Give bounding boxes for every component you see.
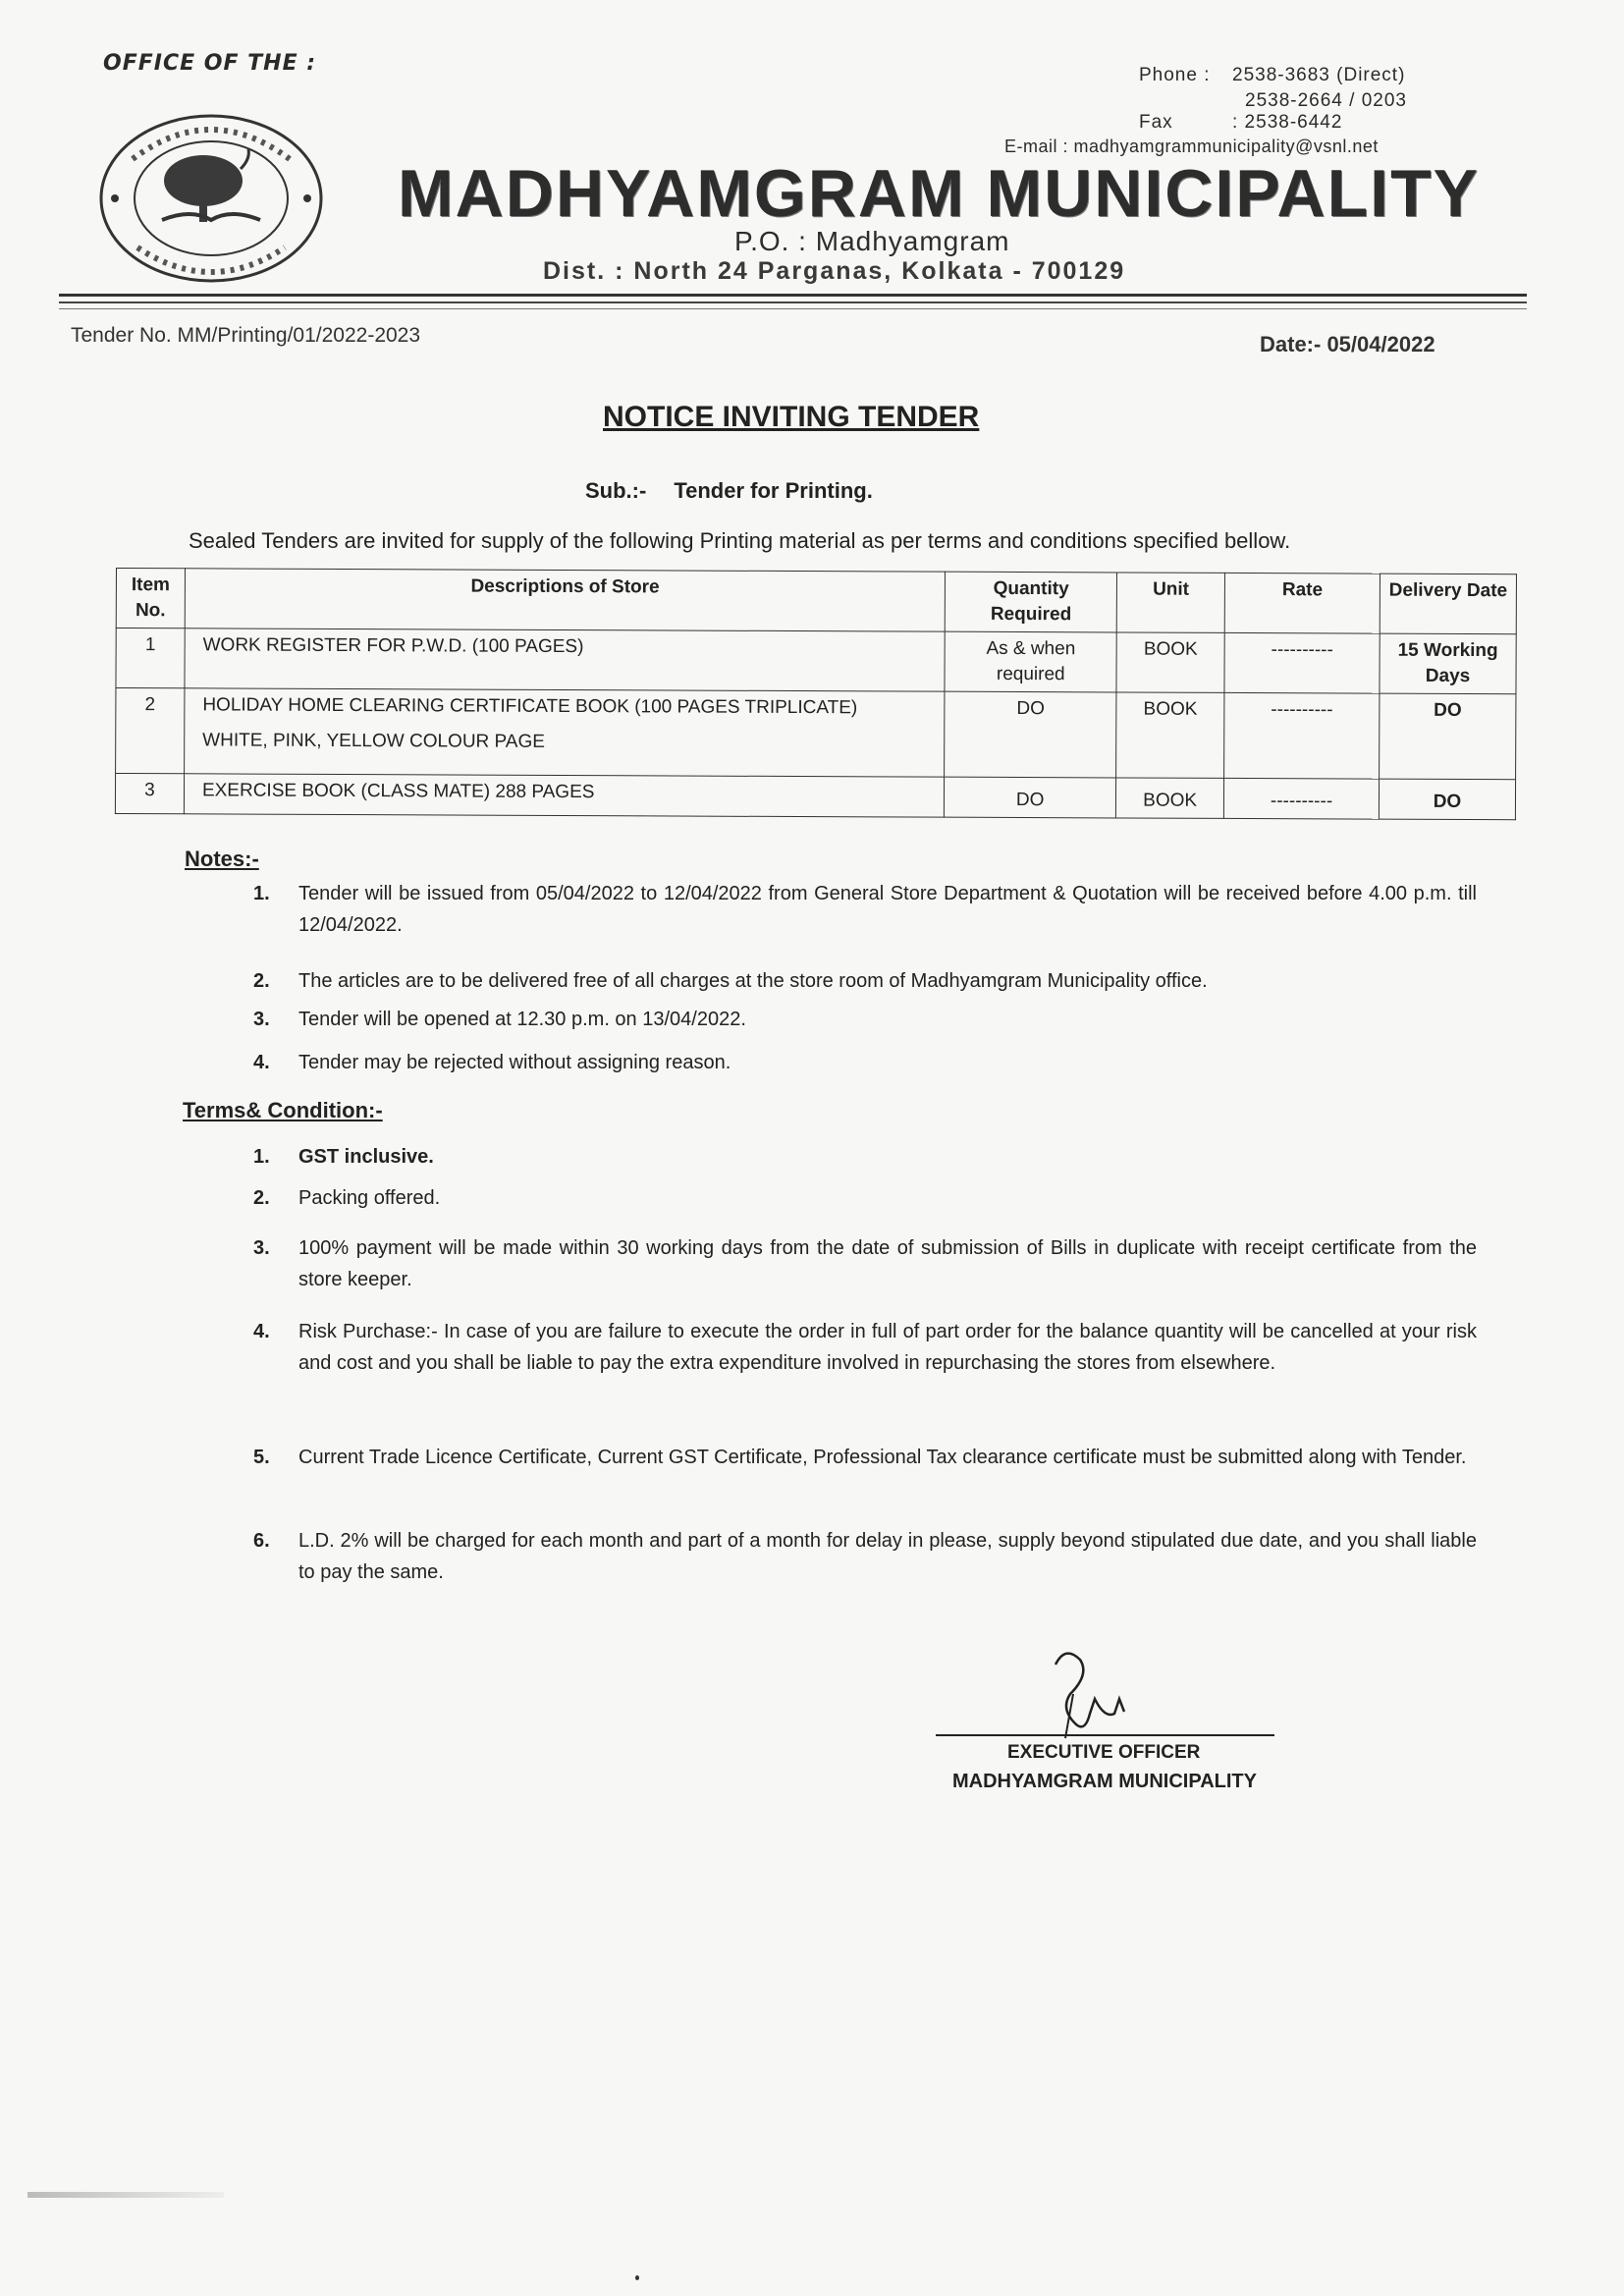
item-rate: ---------- [1224, 692, 1380, 779]
column-header: Item No. [116, 569, 185, 629]
table-row [116, 688, 1516, 780]
item-text: Current Trade Licence Certificate, Current GST Certificate, Professional Tax clearance certificate must be submitted along with Tender. [298, 1447, 1467, 1468]
item-delivery: 15 Working Days [1380, 633, 1516, 694]
notice-date: Date:- 05/04/2022 [1260, 332, 1435, 356]
subject-label: Sub.:- [585, 478, 647, 503]
signature-mark [1036, 1645, 1154, 1743]
page-title: NOTICE INVITING TENDER [603, 401, 980, 433]
post-office: P.O. : Madhyamgram [734, 226, 1010, 256]
scan-artifact [635, 2275, 639, 2280]
item-description: WORK REGISTER FOR P.W.D. (100 PAGES) [185, 629, 946, 691]
signature-line [936, 1734, 1274, 1736]
subject-text: Tender for Printing. [674, 478, 873, 503]
item-number: 6. [253, 1530, 270, 1552]
office-of-label: OFFICE OF THE : [103, 51, 317, 76]
scan-artifact [27, 2192, 224, 2198]
item-delivery: DO [1380, 693, 1516, 780]
municipality-seal-icon [93, 110, 329, 287]
signatory-title: EXECUTIVE OFFICER [1007, 1742, 1201, 1763]
item-quantity: DO [945, 777, 1116, 818]
phone-label: Phone : [1139, 65, 1211, 85]
column-header: Delivery Date [1380, 574, 1516, 634]
municipality-name: MADHYAMGRAM MUNICIPALITY [398, 156, 1480, 231]
intro-paragraph: Sealed Tenders are invited for supply of the following Printing material as per terms and conditions specified bellow. [189, 528, 1291, 553]
phone-direct: 2538-3683 (Direct) [1232, 65, 1406, 85]
item-number: 5. [253, 1447, 270, 1468]
notes-heading: Notes:- [185, 847, 259, 871]
item-text: Risk Purchase:- In case of you are failure to execute the order in full of part order for the balance quantity will be cancelled at your risk and cost and you shall be liable to pay the extra expenditure involved in repurchasing the stores from elsewhere. [298, 1321, 1477, 1374]
item-number: 2. [253, 970, 270, 992]
item-rate: ---------- [1224, 778, 1380, 819]
item-text: GST inclusive. [298, 1146, 434, 1168]
district-line: Dist. : North 24 Parganas, Kolkata - 700129 [543, 257, 1126, 285]
item-description-cell [185, 688, 946, 777]
header-divider [59, 294, 1527, 297]
items-table [115, 568, 1517, 820]
item-number: 3. [253, 1009, 270, 1030]
signatory-organization: MADHYAMGRAM MUNICIPALITY [952, 1771, 1257, 1792]
item-no: 2 [116, 688, 185, 774]
item-text: 100% payment will be made within 30 working days from the date of submission of Bills in duplicate with receipt certificate from the store keeper. [298, 1237, 1477, 1290]
table-row [115, 774, 1515, 820]
item-text: Tender will be opened at 12.30 p.m. on 13/04/2022. [298, 1009, 746, 1030]
item-text: Packing offered. [298, 1187, 441, 1209]
phone-line [1139, 65, 1405, 86]
item-number: 2. [253, 1187, 270, 1209]
item-number: 4. [253, 1321, 270, 1342]
terms-heading: Terms& Condition:- [183, 1098, 383, 1122]
item-rate: ---------- [1224, 632, 1380, 693]
column-header: Rate [1224, 573, 1380, 633]
item-unit: BOOK [1116, 632, 1224, 692]
header-divider [59, 308, 1527, 309]
fax-number: : 2538-6442 [1232, 112, 1343, 133]
tender-number: Tender No. MM/Printing/01/2022-2023 [71, 324, 421, 347]
phone-other: 2538-2664 / 0203 [1245, 90, 1407, 111]
email-line: E-mail : madhyamgrammunicipality@vsnl.net [1004, 137, 1379, 156]
item-text: The articles are to be delivered free of all charges at the store room of Madhyamgram Municipality office. [298, 970, 1208, 992]
item-description: EXERCISE BOOK (CLASS MATE) 288 PAGES [184, 774, 944, 817]
item-number: 1. [253, 883, 270, 904]
item-text: Tender will be issued from 05/04/2022 to 12/04/2022 from General Store Department & Quotation will be received before 4.00 p.m. till 12/04/2022. [298, 883, 1477, 936]
item-text: L.D. 2% will be charged for each month and part of a month for delay in please, supply beyond stipulated due date, and you shall liable to pay the same. [298, 1530, 1477, 1583]
fax-label: Fax [1139, 112, 1173, 133]
item-number: 4. [253, 1052, 270, 1073]
subject-line [585, 478, 873, 504]
item-quantity: As & when required [945, 631, 1116, 692]
item-delivery: DO [1379, 779, 1515, 820]
item-unit: BOOK [1116, 778, 1224, 818]
item-number: 3. [253, 1237, 270, 1259]
column-header: Quantity Required [946, 572, 1117, 632]
fax-line [1139, 112, 1342, 134]
item-no: 1 [116, 629, 185, 688]
table-header-row [116, 569, 1516, 634]
item-text: Tender may be rejected without assigning reason. [298, 1052, 731, 1073]
item-quantity: DO [945, 691, 1116, 778]
table-row [116, 629, 1516, 694]
item-description: HOLIDAY HOME CLEARING CERTIFICATE BOOK (100 PAGES TRIPLICATE) [202, 694, 858, 719]
header-divider [59, 301, 1527, 303]
column-header: Descriptions of Store [185, 569, 946, 631]
item-description-extra: WHITE, PINK, YELLOW COLOUR PAGE [202, 730, 546, 752]
column-header: Unit [1116, 573, 1224, 632]
item-unit: BOOK [1116, 692, 1224, 778]
item-number: 1. [253, 1146, 270, 1168]
item-no: 3 [115, 774, 184, 814]
